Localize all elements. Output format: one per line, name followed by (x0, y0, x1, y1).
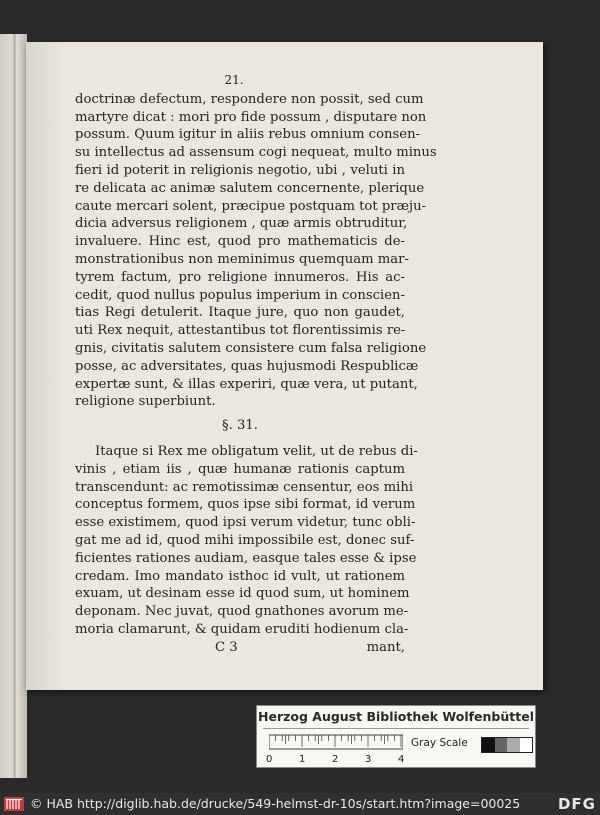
library-scale-card (256, 705, 536, 768)
gray-swatch (507, 738, 520, 752)
leaf-fold (13, 34, 16, 778)
viewer-footer (0, 793, 600, 815)
ruler-number: 4 (398, 754, 405, 765)
section-heading: §. 31. (222, 418, 258, 434)
text-line: credam. Imo mandato isthoc id vult, ut rationem (75, 568, 405, 584)
dfg-logo: DFG (557, 795, 596, 813)
text-line: tyrem factum, pro religione innumeros. His ac- (75, 269, 405, 285)
paragraph-1 (75, 91, 437, 411)
ruler-icon (269, 733, 403, 753)
gray-swatch (482, 738, 495, 752)
text-line: gnis, civitatis salutem consistere cum falsa religione (75, 340, 427, 356)
text-line: doctrinæ defectum, respondere non possit, sed cum (75, 91, 424, 107)
signature-row (75, 639, 405, 657)
printer-signature: C 3 (215, 639, 238, 655)
hab-logo-icon (4, 797, 24, 811)
ruler-number: 3 (365, 754, 372, 765)
divider (263, 728, 529, 729)
paragraph-2 (75, 443, 418, 639)
text-line: posse, ac adversitates, quas hujusmodi Respublicæ (75, 358, 419, 374)
text-line: martyre dicat : mori pro fide possum , disputare non (75, 109, 427, 125)
ruler-numbers (266, 754, 409, 766)
page-number: 21. (224, 73, 244, 87)
text-line: fieri id poterit in religionis negotio, ubi , veluti in (75, 162, 405, 178)
text-line: religione superbiunt. (75, 394, 216, 410)
footer-permalink[interactable]: © HAB http://diglib.hab.de/drucke/549-helmst-dr-10s/start.htm?image=00025 (30, 796, 521, 811)
text-line: cedit, quod nullus populus imperium in conscien- (75, 287, 405, 303)
text-line: monstrationibus non meminimus quemquam mar- (75, 251, 409, 267)
text-line: ficientes rationes audiam, easque tales esse & ipse (75, 550, 417, 566)
text-line: dicia adversus religionem , quæ armis obtruditur, (75, 216, 408, 232)
text-line: deponam. Nec juvat, quod gnathones avorum me- (75, 604, 409, 620)
text-line: tias Regi detulerit. Itaque jure, quo non gaudet, (75, 305, 405, 321)
gray-scale-label: Gray Scale (411, 737, 468, 749)
text-line: moria clamarunt, & quidam eruditi hodienum cla- (75, 621, 409, 637)
text-line: possum. Quum igitur in aliis rebus omnium consen- (75, 127, 421, 143)
text-line: esse existimem, quod ipsi verum videtur, tunc obli- (75, 515, 416, 531)
text-line: gat me ad id, quod mihi impossibile est, donec suf- (75, 532, 415, 548)
text-line: re delicata ac animæ salutem concernente, plerique (75, 180, 425, 196)
page-text (75, 72, 437, 657)
catchword: mant, (366, 639, 405, 655)
gray-scale-bar (481, 737, 533, 753)
text-line: invaluere. Hinc est, quod pro mathematicis de- (75, 234, 405, 250)
library-name: Herzog August Bibliothek Wolfenbüttel (258, 709, 534, 724)
text-line: su intellectus ad assensum cogi nequeat, multo minus (75, 145, 437, 161)
ruler-number: 1 (299, 754, 306, 765)
book-page (26, 42, 543, 690)
text-line: exuam, ut desinam esse id quod sum, ut hominem (75, 586, 410, 602)
text-line: expertæ sunt, & illas experiri, quæ vera, ut putant, (75, 376, 418, 392)
ruler-number: 2 (332, 754, 339, 765)
text-line: Itaque si Rex me obligatum velit, ut de rebus di- (95, 443, 418, 459)
text-line: transcendunt: ac remotissimæ censentur, eos mihi (75, 479, 414, 495)
text-line: conceptus formem, quos ipse sibi format, id verum (75, 497, 416, 513)
text-line: vinis , etiam iis , quæ humanæ rationis captum (75, 461, 405, 477)
text-line: uti Rex nequit, attestantibus tot florentissimis re- (75, 323, 406, 339)
gray-swatch (495, 738, 508, 752)
ruler-number: 0 (266, 754, 273, 765)
text-line: caute mercari solent, præcipue postquam tot præju- (75, 198, 427, 214)
gray-swatch (520, 738, 533, 752)
